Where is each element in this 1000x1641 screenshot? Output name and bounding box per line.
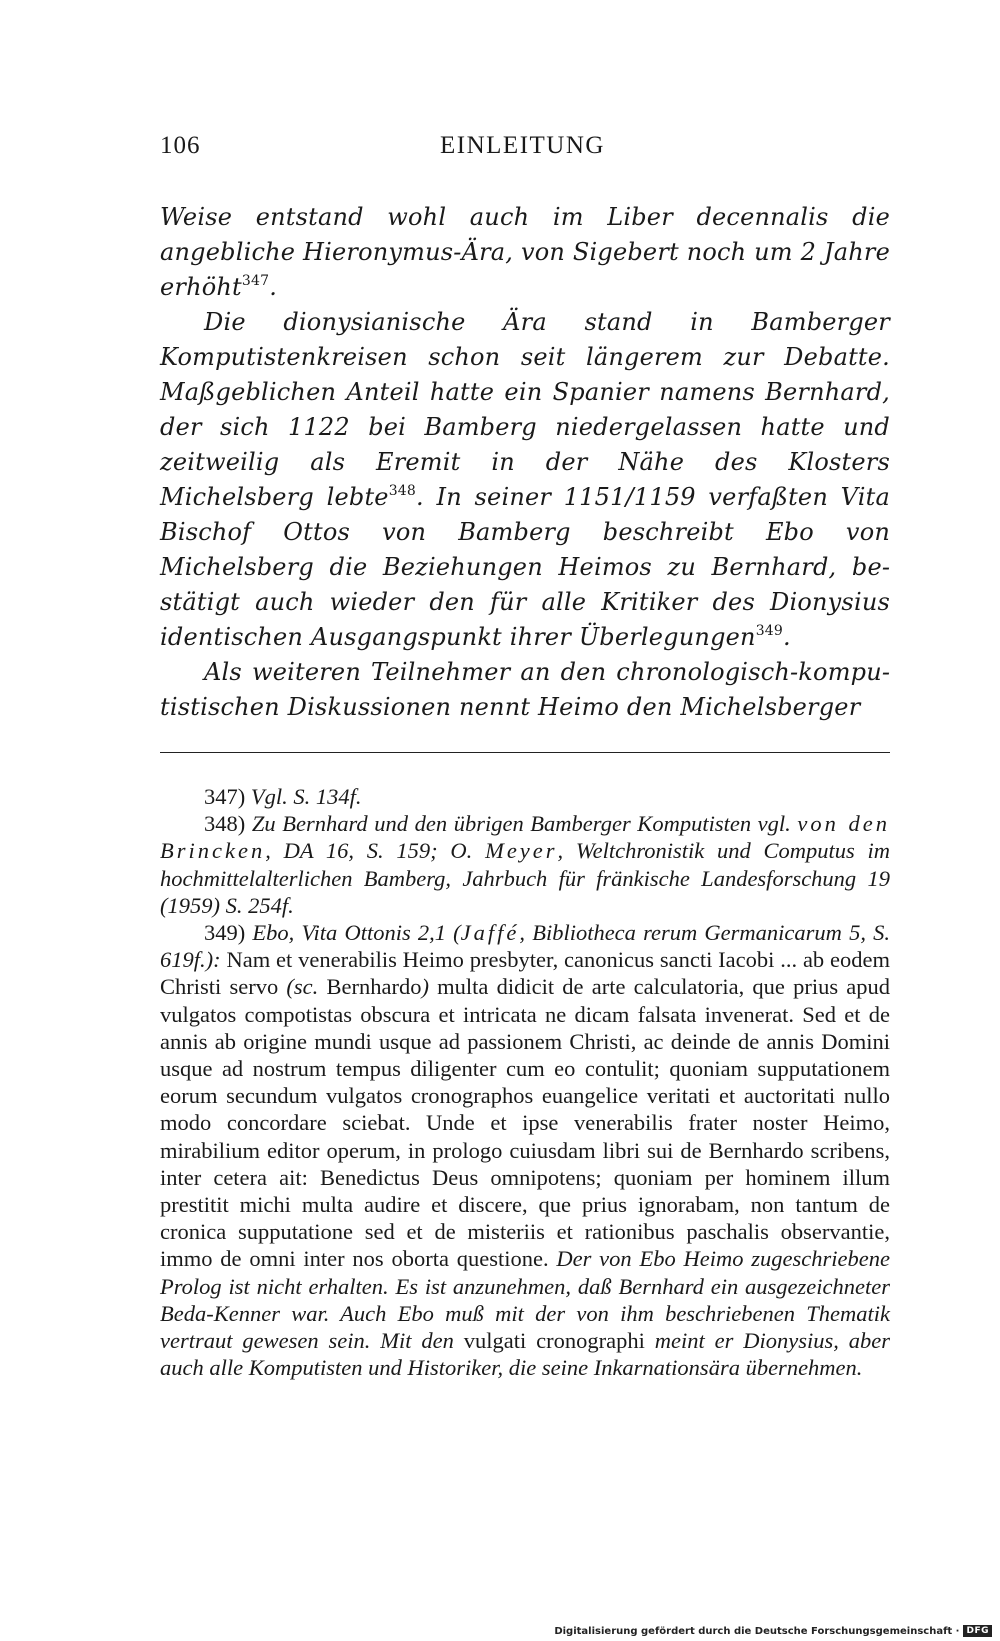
footnote-text: (sc. bbox=[286, 974, 319, 1000]
footnote-349 bbox=[160, 919, 890, 1381]
dfg-logo: DFG bbox=[963, 1625, 992, 1637]
main-text bbox=[160, 200, 890, 725]
running-head: EINLEITUNG bbox=[440, 132, 605, 159]
footnote-number: 348) bbox=[204, 811, 246, 837]
latin-quote: vulgati cronographi bbox=[453, 1328, 645, 1354]
footnote-348 bbox=[160, 810, 890, 919]
paragraph-2-text-a: Die dionysianische Ära stand in Bamberger Komputistenkreisen schon seit längerem zur Debatte. Maßgeblichen Anteil hatte ein Spanier namens Bernhard, der sich 1122 bei Bamberg niedergelassen hatte und zeitweilig als Eremit in der Nähe des Klosters Michelsberg lebte bbox=[160, 308, 890, 511]
footnote-number: 349) bbox=[204, 920, 246, 946]
footnote-ref-348[interactable]: 348 bbox=[388, 483, 417, 499]
footnote-number: 347) bbox=[204, 784, 246, 809]
footnote-text: , Weltchronistik und Computus im hochmittelalterlichen Bamberg, Jahrbuch für fränkische Landesforschung 19 (1959) S. 254f. bbox=[160, 838, 891, 918]
paragraph-2-end: . bbox=[783, 623, 791, 651]
paragraph-1 bbox=[160, 200, 890, 305]
paragraph-1-end: . bbox=[269, 273, 278, 301]
footnote-text: , Bibliotheca rerum Germanicarum 5, S. 619f.): bbox=[160, 920, 890, 973]
footnote-text: ) bbox=[421, 974, 429, 1000]
footnote-ref-347[interactable]: 347 bbox=[241, 273, 270, 289]
paragraph-3-text: Als weiteren Teilnehmer an den chronologisch-komputistischen Diskussionen nennt Heimo den Michelsberger bbox=[160, 658, 890, 721]
digitization-credit bbox=[554, 1625, 992, 1637]
paragraph-2 bbox=[160, 305, 890, 655]
footnote-ref-349[interactable]: 349 bbox=[755, 623, 784, 639]
paragraph-3 bbox=[160, 655, 890, 725]
latin-quote: Nam et venerabilis Heimo presbyter, canonicus sancti Iacobi ... ab eodem Christi servo bbox=[160, 947, 890, 1000]
author-name: Jaffé bbox=[460, 920, 520, 946]
footnote-text: Vgl. S. 134f. bbox=[250, 784, 362, 809]
footnote-347 bbox=[160, 783, 890, 810]
footnote-text: Ebo, Vita Ottonis 2,1 ( bbox=[252, 920, 461, 946]
latin-quote: Bernhardo bbox=[318, 974, 422, 1000]
footnote-text: Zu Bernhard und den übrigen Bamberger Komputisten vgl. bbox=[251, 811, 791, 837]
latin-quote: multa didicit de arte calculatoria, que prius apud vulgatos compotistas obscura et intricata ne dicam falsata invenerat. Sed et de annis ab origine mundi usque ad passionem Christi, ac deinde de annis Domini usque ad nostrum tempus diligenter cum eo contulit; quoniam supputationem eorum secundum vulgatos cronographos euangelice veritati et auctoritati nullo modo concordare sciebat. Unde et ipse venerabilis frater noster Heimo, mirabilium editor operum, in prologo cuiusdam libri sui de Bernhardo scribens, inter cetera ait: Benedictus Deus omnipotens; quoniam per hominem illum prestitit michi multa audire et discere, que prius ignorabam, non tantum de cronica supputatione sed et de misteriis et rationibus paschalis observantie, immo de omni inter nos oborta questione. bbox=[160, 974, 891, 1272]
footnote-text: meint er Dionysius, aber auch alle Komputisten und Historiker, die seine Inkarnationsära übernehmen. bbox=[160, 1328, 891, 1381]
book-page bbox=[160, 132, 890, 1381]
credit-text: Digitalisierung gefördert durch die Deutsche Forschungsgemeinschaft · bbox=[554, 1625, 960, 1637]
page-number: 106 bbox=[160, 132, 201, 159]
author-name: von den Brincken bbox=[160, 811, 890, 864]
page-header bbox=[160, 132, 890, 182]
paragraph-2-text-b: . In seiner 1151/1159 verfaßten Vita Bischof Ottos von Bamberg beschreibt Ebo von Michelsberg die Beziehungen Heimos zu Bernhard, bestätigt auch wieder den für alle Kritiker des Dionysius identischen Ausgangspunkt ihrer Überlegungen bbox=[160, 483, 890, 651]
paragraph-1-text: Weise entstand wohl auch im Liber decennalis die angebliche Hieronymus-Ära, von Sigebert noch um 2 Jahre erhöht bbox=[160, 203, 890, 301]
footnote-text: , DA 16, S. 159; O. bbox=[265, 838, 473, 864]
footnotes bbox=[160, 783, 890, 1381]
author-name: Meyer bbox=[485, 838, 558, 864]
footnote-separator bbox=[160, 752, 890, 753]
footnote-text: Der von Ebo Heimo zugeschriebene Prolog ist nicht erhalten. Es ist anzunehmen, daß Bernhard ein ausgezeichneter Beda-Kenner war. Auch Ebo muß mit der von ihm beschriebenen Thematik vertraut gewesen sein. Mit den bbox=[160, 1246, 890, 1354]
